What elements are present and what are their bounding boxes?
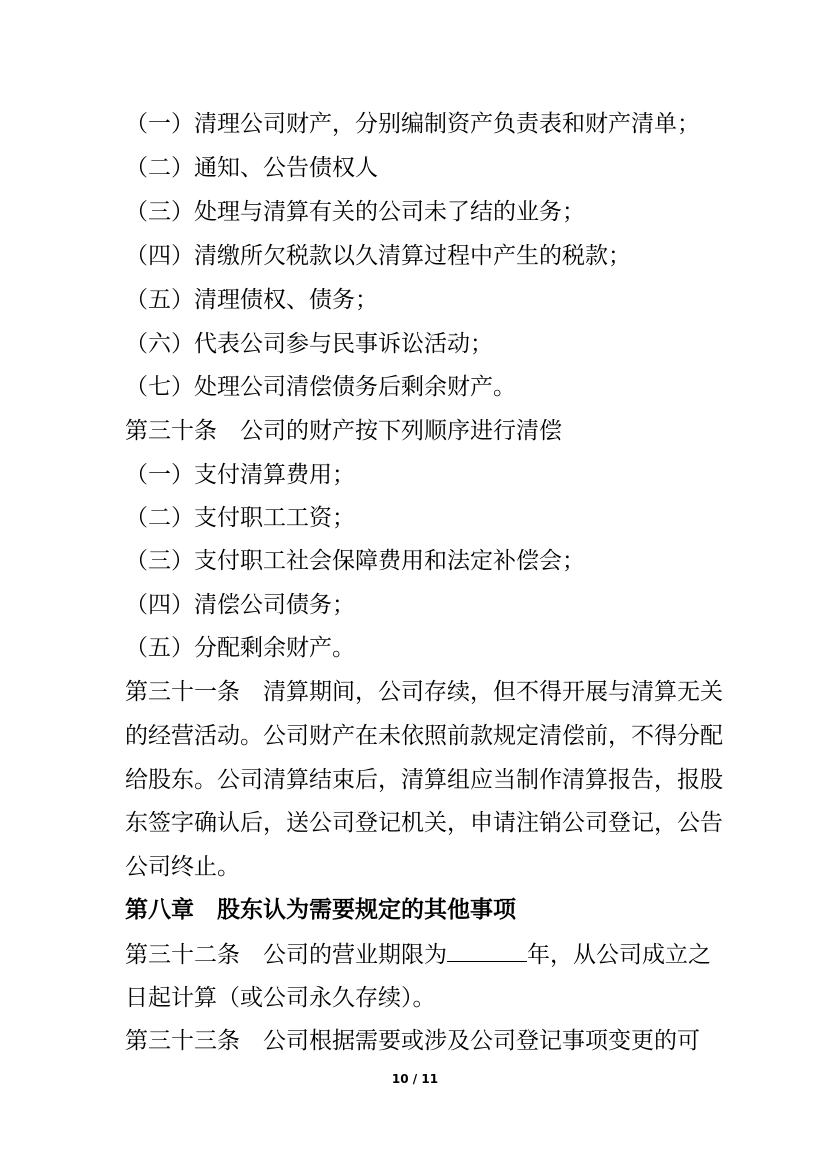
- text-line-9: （一）支付清算费用；: [125, 462, 355, 488]
- text-line-2: （二）通知、公告债权人: [125, 155, 378, 181]
- article-32-text-b: 年，从公司成立之: [527, 942, 711, 968]
- article-32-line-2: 日起计算（或公司永久存续）。: [125, 985, 436, 1011]
- article-33-line-1: 第三十三条 公司根据需要或涉及公司登记事项变更的可: [125, 1028, 700, 1054]
- article-31-line-3: 给股东。公司清算结束后，清算组应当制作清算报告，报股: [125, 767, 723, 793]
- chapter-8-heading: 第八章 股东认为需要规定的其他事项: [125, 897, 516, 923]
- article-31-line-1: 第三十一条 清算期间，公司存续，但不得开展与清算无关: [125, 679, 723, 705]
- term-blank-field: [447, 939, 527, 962]
- text-line-10: （二）支付职工工资；: [125, 505, 355, 531]
- article-31-line-5: 公司终止。: [125, 854, 240, 880]
- text-line-4: （四）清缴所欠税款以久清算过程中产生的税款；: [125, 243, 631, 269]
- article-31-line-4: 东签字确认后，送公司登记机关，申请注销公司登记，公告: [125, 810, 723, 836]
- text-line-5: （五）清理债权、债务；: [125, 287, 378, 313]
- text-line-12: （四）清偿公司债务；: [125, 592, 355, 618]
- article-30-heading: 第三十条 公司的财产按下列顺序进行清偿: [125, 418, 562, 444]
- text-line-3: （三）处理与清算有关的公司未了结的业务；: [125, 199, 585, 225]
- text-line-1: （一）清理公司财产，分别编制资产负责表和财产清单；: [125, 111, 700, 137]
- article-32-text-a: 第三十二条 公司的营业期限为: [125, 942, 447, 968]
- text-line-6: （六）代表公司参与民事诉讼活动；: [125, 331, 493, 357]
- text-line-7: （七）处理公司清偿债务后剩余财产。: [125, 374, 516, 400]
- text-line-11: （三）支付职工社会保障费用和法定补偿会；: [125, 548, 585, 574]
- article-32-line-1: [125, 939, 711, 970]
- text-line-13: （五）分配剩余财产。: [125, 635, 355, 661]
- article-31-line-2: 的经营活动。公司财产在未依照前款规定清偿前，不得分配: [125, 723, 723, 749]
- page-number: 10 / 11: [391, 1072, 439, 1086]
